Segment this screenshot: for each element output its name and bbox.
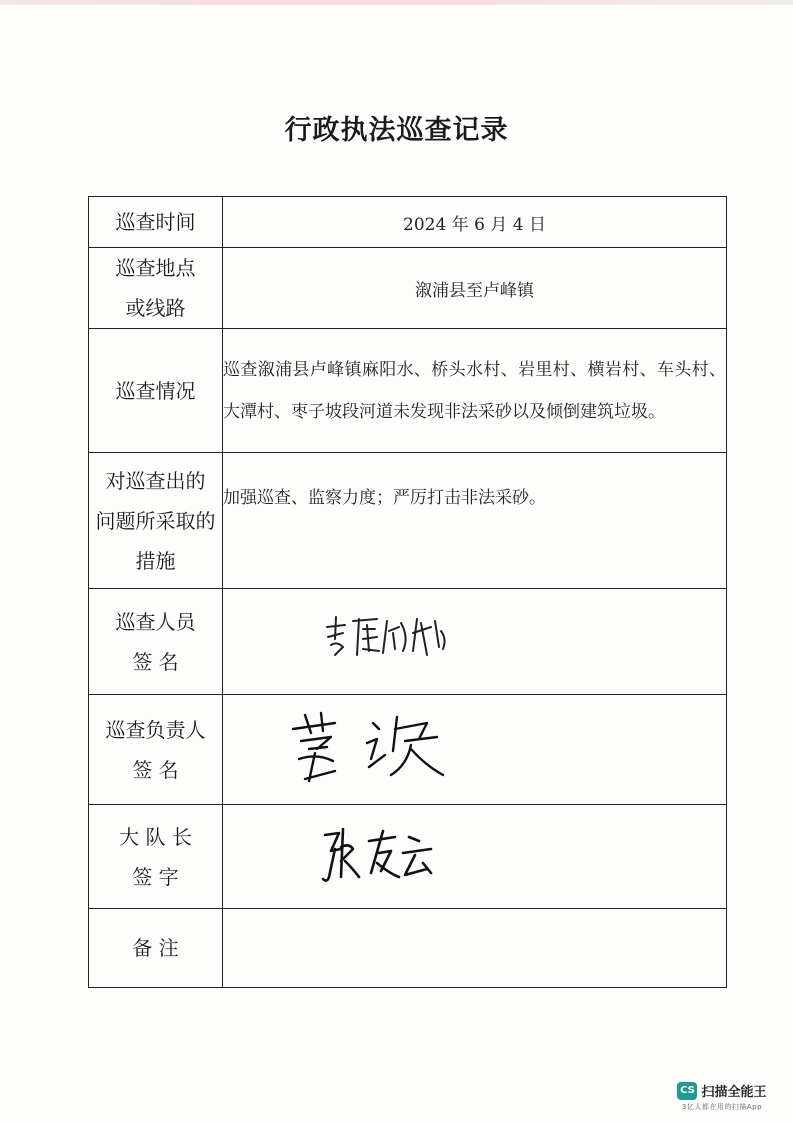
row-measures: [89, 453, 727, 589]
label-inspector: [89, 589, 223, 695]
label-captain-line2: 签 字: [132, 864, 179, 889]
label-measures-line3: 措施: [135, 548, 176, 573]
label-captain: [89, 805, 223, 909]
captain-signature: [319, 823, 439, 887]
row-location: [89, 248, 727, 329]
label-supervisor-line2: 签 名: [132, 757, 179, 782]
value-remarks: [223, 909, 727, 988]
captain-signature-cell: [223, 805, 727, 909]
label-supervisor-line1: 巡查负责人: [105, 717, 206, 742]
scanner-tagline: 3亿人都在用的扫描App: [681, 1103, 763, 1111]
row-situation: [89, 329, 727, 453]
row-captain: [89, 805, 727, 909]
scanner-app-name: 扫描全能王: [701, 1085, 767, 1100]
label-location-line1: 巡查地点: [115, 256, 196, 280]
label-measures-line2: 问题所采取的: [95, 508, 216, 533]
label-measures: [89, 453, 223, 589]
label-captain-line1: 大 队 长: [119, 824, 192, 849]
row-time: [89, 197, 727, 248]
row-remarks: [89, 909, 727, 988]
label-supervisor: [89, 695, 223, 805]
document-title: 行政执法巡查记录: [284, 115, 509, 146]
scanner-brand: [667, 1081, 777, 1100]
row-supervisor: [89, 695, 727, 805]
label-location: [89, 248, 223, 329]
label-inspector-line1: 巡查人员: [115, 609, 196, 634]
camscanner-logo-icon: CS: [677, 1082, 697, 1100]
value-situation: 巡查溆浦县卢峰镇麻阳水、桥头水村、岩里村、横岩村、车头村、大潭村、枣子坡段河道未发现非法采砂以及倾倒建筑垃圾。: [223, 329, 727, 453]
row-inspector: [89, 589, 727, 695]
scanner-watermark: [667, 1081, 777, 1112]
supervisor-signature: [287, 709, 457, 789]
label-time: 巡查时间: [89, 197, 223, 248]
inspector-signature-cell: [223, 589, 727, 695]
value-location: 溆浦县至卢峰镇: [223, 248, 727, 329]
label-remarks: 备 注: [89, 909, 223, 988]
label-measures-line1: 对巡查出的: [105, 468, 206, 493]
value-measures: 加强巡查、监察力度；严厉打击非法采砂。: [223, 453, 727, 589]
value-time: 2024 年 6 月 4 日: [223, 197, 727, 248]
label-inspector-line2: 签 名: [132, 649, 179, 674]
patrol-record-table: [88, 196, 727, 988]
supervisor-signature-cell: [223, 695, 727, 805]
inspector-signature: [323, 611, 453, 663]
label-location-line2: 或线路: [125, 296, 186, 320]
scan-edge-band: [0, 0, 793, 5]
label-situation: 巡查情况: [89, 329, 223, 453]
